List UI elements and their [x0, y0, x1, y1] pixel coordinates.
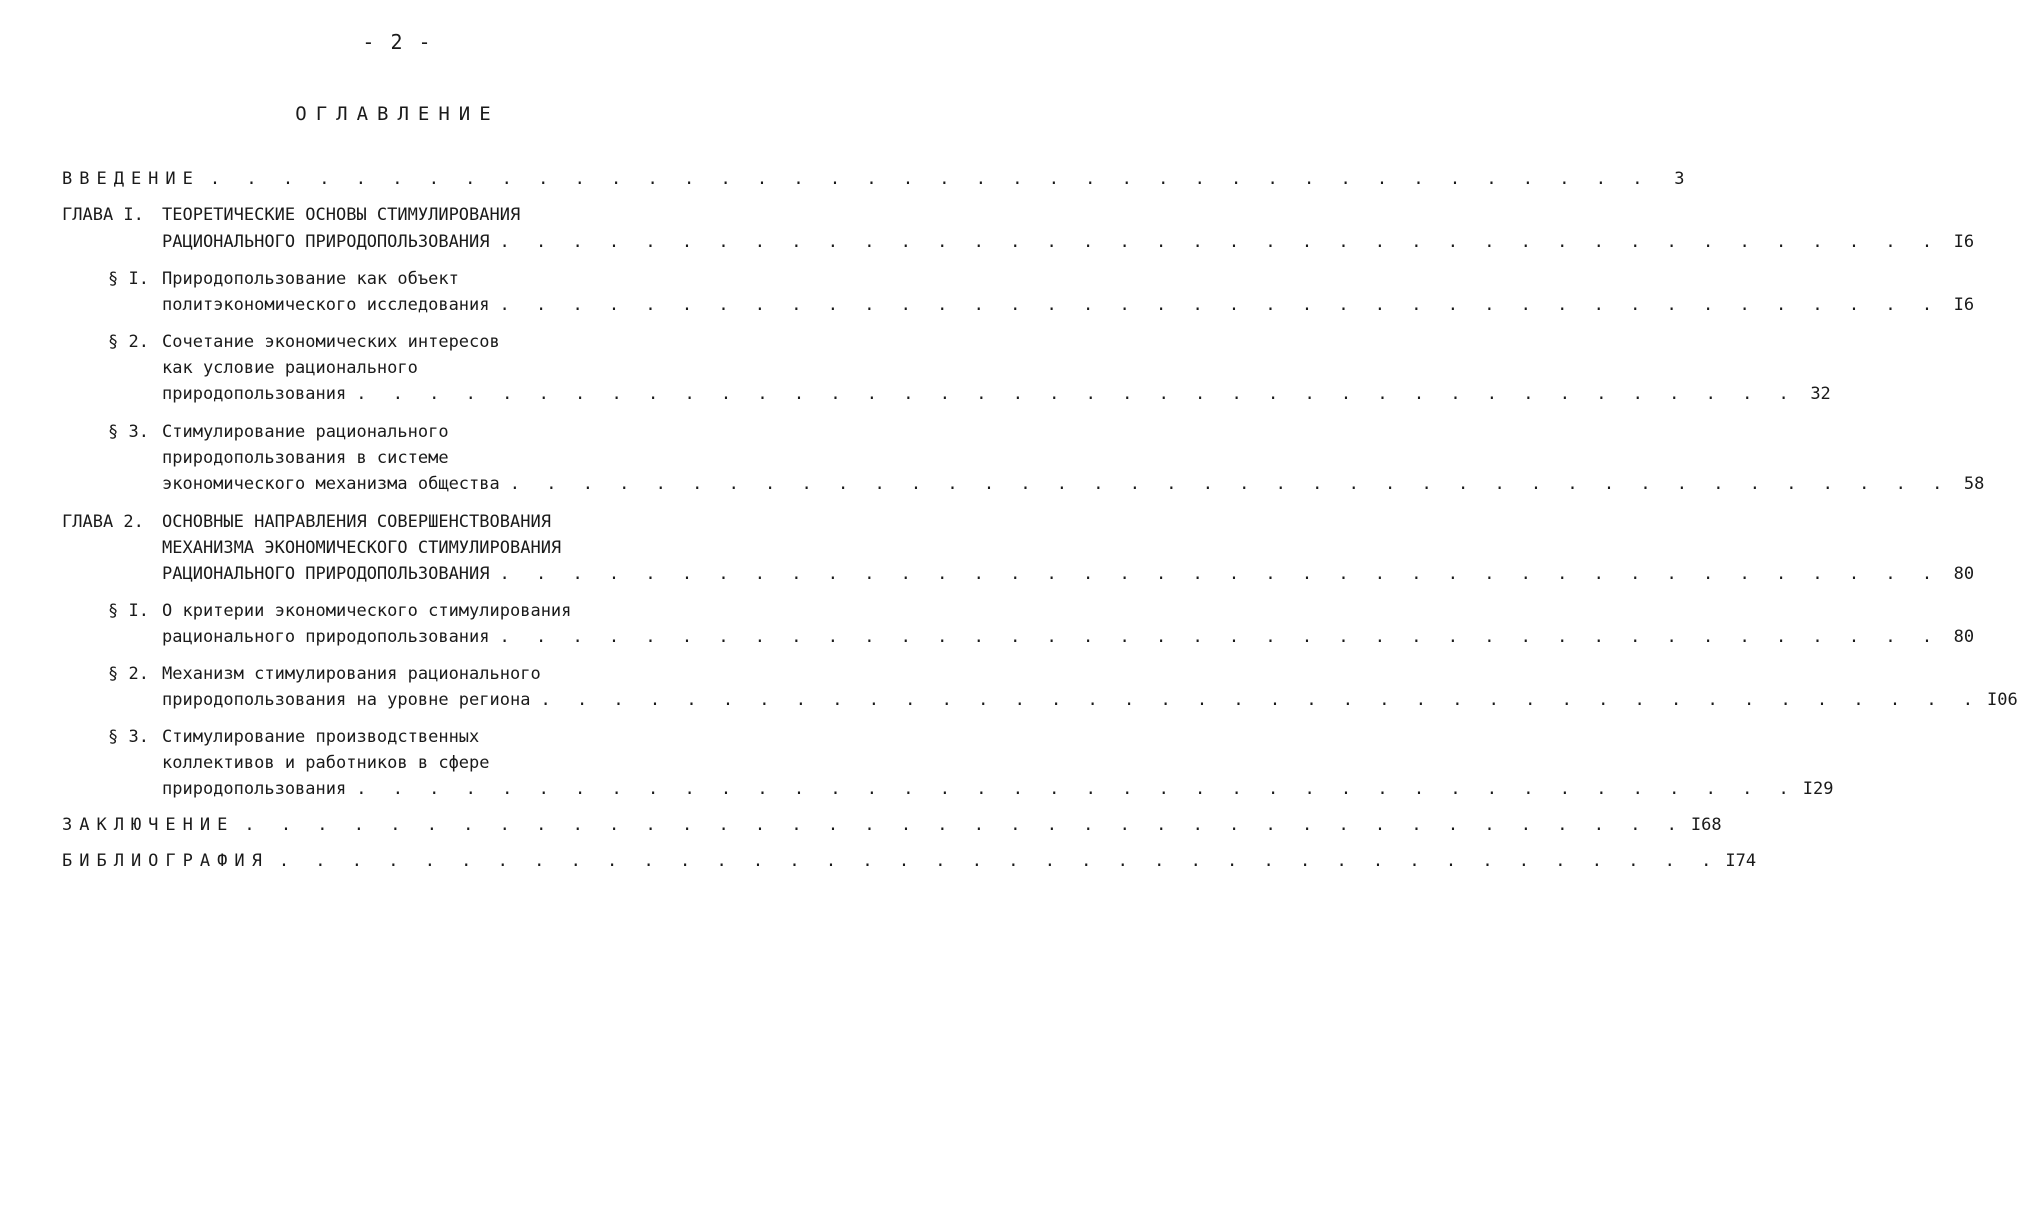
- chapter-1-heading[interactable]: [62, 202, 520, 228]
- toc-page-number: I74: [1725, 851, 1757, 871]
- dot-leader: . . . . . . . . . . . . . . . . . . . . . . . . . . . . . . . . . . . . . . . .: [209, 169, 1651, 189]
- section-title-line1: Сочетание экономических интересов: [162, 332, 500, 352]
- toc-entry-label: ВВЕДЕНИЕ: [62, 169, 200, 189]
- toc-page-number: I6: [1953, 232, 1975, 252]
- section-number: § 3.: [108, 727, 149, 747]
- section-title-line1: Стимулирование рационального: [162, 422, 449, 442]
- toc-entry-label: БИБЛИОГРАФИЯ: [62, 851, 269, 871]
- ch1-section-1-heading[interactable]: [108, 266, 459, 292]
- section-title-line3: природопользования: [162, 384, 347, 404]
- dot-leader: . . . . . . . . . . . . . . . . . . . . . . . . . . . . . . . . . . . . . . . .: [244, 815, 1685, 835]
- chapter-1-title-end[interactable]: [162, 229, 1975, 255]
- chapter-2-title-line1: ОСНОВНЫЕ НАПРАВЛЕНИЯ СОВЕРШЕНСТВОВАНИЯ: [162, 512, 551, 532]
- dot-leader: . . . . . . . . . . . . . . . . . . . . . . . . . . . . . . . . . . . . . . . .: [278, 851, 1720, 871]
- dot-leader: . . . . . . . . . . . . . . . . . . . . . . . . . . . . . . . . . . . . . . . .: [499, 627, 1941, 647]
- dot-leader: . . . . . . . . . . . . . . . . . . . . . . . . . . . . . . . . . . . . . . . .: [499, 232, 1941, 252]
- toc-page-number: 80: [1953, 627, 1975, 647]
- section-title-line3: природопользования: [162, 779, 347, 799]
- section-title-line2: природопользования на уровне региона: [162, 690, 531, 710]
- toc-entry-conclusion[interactable]: [62, 812, 1722, 838]
- chapter-1-title-line2: РАЦИОНАЛЬНОГО ПРИРОДОПОЛЬЗОВАНИЯ: [162, 232, 490, 252]
- ch2-section-2-end[interactable]: [162, 687, 2018, 713]
- chapter-2-heading[interactable]: [62, 509, 551, 535]
- ch2-section-3-heading[interactable]: [108, 724, 479, 750]
- section-title-line2: политэкономического исследования: [162, 295, 490, 315]
- ch1-section-3-heading[interactable]: [108, 419, 449, 445]
- toc-entry-bibliography[interactable]: [62, 848, 1757, 874]
- ch2-section-1-heading[interactable]: [108, 598, 571, 624]
- chapter-1-prefix: ГЛАВА I.: [62, 205, 144, 225]
- toc-heading: ОГЛАВЛЕНИЕ: [295, 103, 500, 125]
- ch1-section-3-end[interactable]: [162, 471, 1985, 497]
- chapter-2-title-end[interactable]: [162, 561, 1975, 587]
- ch2-section-2-heading[interactable]: [108, 661, 541, 687]
- toc-entry-introduction[interactable]: [62, 166, 1685, 192]
- chapter-2-title-line2-row: [162, 535, 561, 561]
- toc-page-number: I29: [1802, 779, 1834, 799]
- ch1-section-3-line2: [162, 445, 449, 471]
- section-title-line1: Механизм стимулирования рационального: [162, 664, 541, 684]
- section-title-line1: Природопользование как объект: [162, 269, 459, 289]
- section-number: § 3.: [108, 422, 149, 442]
- ch2-section-1-end[interactable]: [162, 624, 1975, 650]
- section-title-line2: как условие рационального: [162, 358, 418, 378]
- toc-page-number: 3: [1674, 169, 1685, 189]
- chapter-2-title-line3: РАЦИОНАЛЬНОГО ПРИРОДОПОЛЬЗОВАНИЯ: [162, 564, 490, 584]
- chapter-2-prefix: ГЛАВА 2.: [62, 512, 144, 532]
- chapter-1-title-line1: ТЕОРЕТИЧЕСКИЕ ОСНОВЫ СТИМУЛИРОВАНИЯ: [162, 205, 521, 225]
- toc-page-number: I68: [1690, 815, 1722, 835]
- ch2-section-3-line2: [162, 750, 490, 776]
- section-number: § I.: [108, 601, 149, 621]
- toc-page-number: 80: [1953, 564, 1975, 584]
- toc-page-number: 58: [1963, 474, 1985, 494]
- ch1-section-2-heading[interactable]: [108, 329, 500, 355]
- dot-leader: . . . . . . . . . . . . . . . . . . . . . . . . . . . . . . . . . . . . . . . .: [499, 295, 1941, 315]
- page-number: - 2 -: [362, 30, 433, 54]
- ch1-section-1-end[interactable]: [162, 292, 1975, 318]
- dot-leader: . . . . . . . . . . . . . . . . . . . . . . . . . . . . . . . . . . . . . . . .: [499, 564, 1941, 584]
- toc-page-number: I06: [1987, 690, 2018, 710]
- dot-leader: . . . . . . . . . . . . . . . . . . . . . . . . . . . . . . . . . . . . . . . .: [356, 779, 1797, 799]
- ch1-section-2-line2: [162, 355, 418, 381]
- toc-entry-label: ЗАКЛЮЧЕНИЕ: [62, 815, 235, 835]
- section-title-line1: Стимулирование производственных: [162, 727, 480, 747]
- toc-page-number: 32: [1810, 384, 1831, 404]
- section-number: § 2.: [108, 664, 149, 684]
- ch2-section-3-end[interactable]: [162, 776, 1834, 802]
- section-title-line1: О критерии экономического стимулирования: [162, 601, 572, 621]
- chapter-2-title-line2: МЕХАНИЗМА ЭКОНОМИЧЕСКОГО СТИМУЛИРОВАНИЯ: [162, 538, 562, 558]
- dot-leader: . . . . . . . . . . . . . . . . . . . . . . . . . . . . . . . . . . . . . . . .: [540, 690, 1982, 710]
- dot-leader: . . . . . . . . . . . . . . . . . . . . . . . . . . . . . . . . . . . . . . . .: [509, 474, 1951, 494]
- section-title-line2: природопользования в системе: [162, 448, 449, 468]
- toc-page-number: I6: [1953, 295, 1975, 315]
- section-title-line3: экономического механизма общества: [162, 474, 500, 494]
- ch1-section-2-end[interactable]: [162, 381, 1831, 407]
- dot-leader: . . . . . . . . . . . . . . . . . . . . . . . . . . . . . . . . . . . . . . . .: [356, 384, 1797, 404]
- section-title-line2: рационального природопользования: [162, 627, 490, 647]
- section-number: § I.: [108, 269, 149, 289]
- section-number: § 2.: [108, 332, 149, 352]
- section-title-line2: коллективов и работников в сфере: [162, 753, 490, 773]
